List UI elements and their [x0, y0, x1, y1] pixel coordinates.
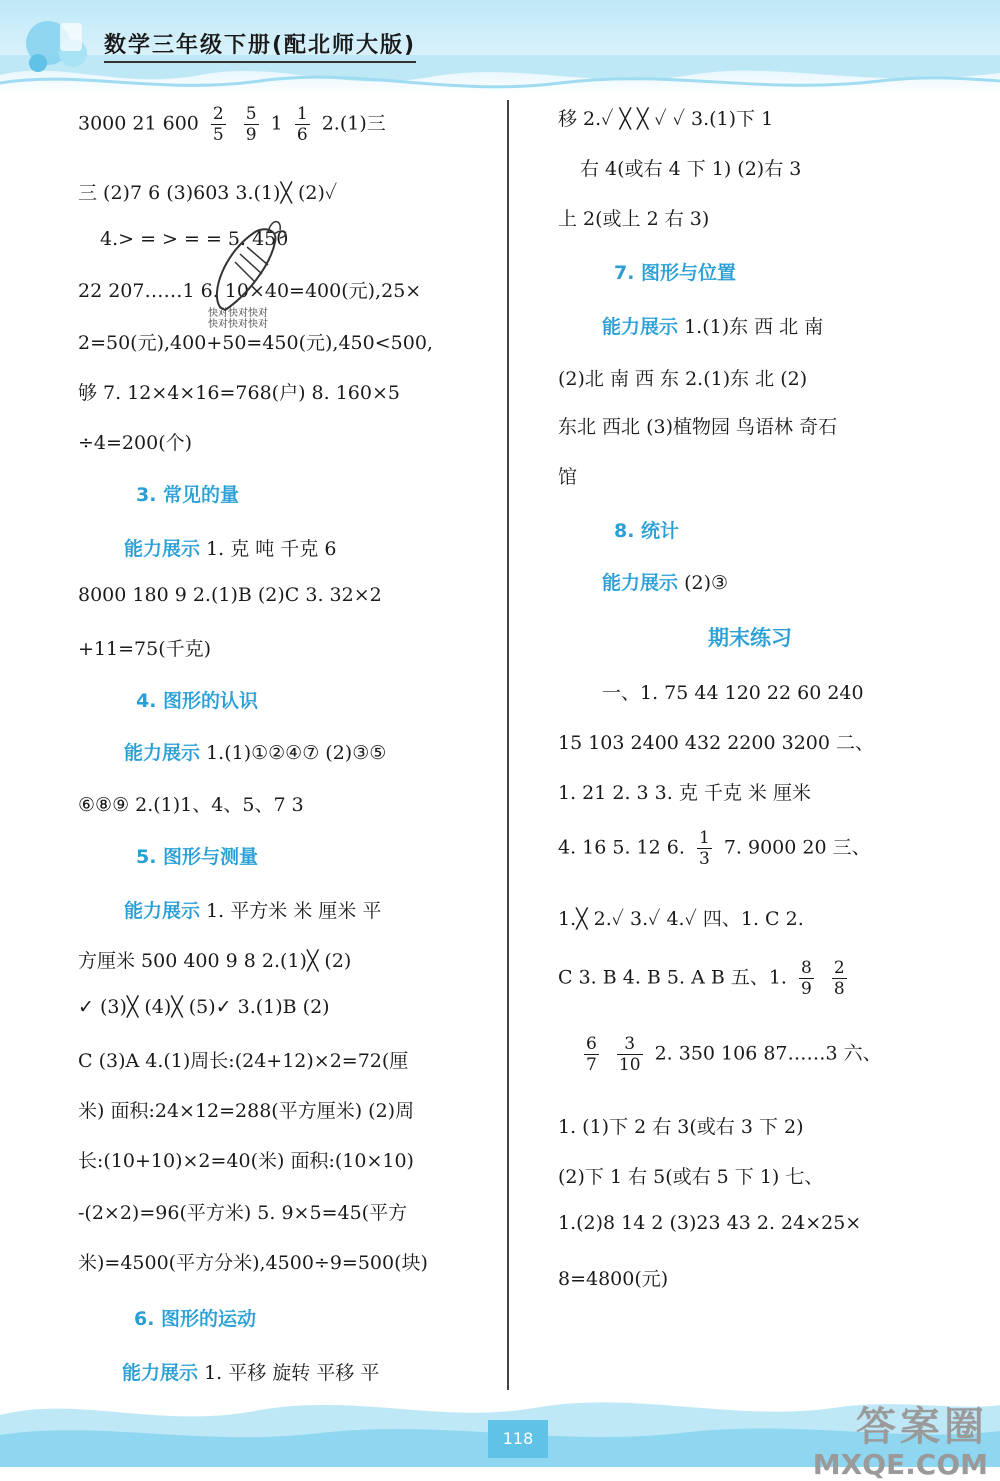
section-title: 7. 图形与位置 — [614, 262, 737, 284]
fraction — [697, 828, 712, 869]
answer-line: C (3)A 4.(1)周长:(24+12)×2=72(厘 — [78, 1050, 409, 1072]
answer-line: 上 2(或上 2 右 3) — [558, 208, 710, 230]
section-title: 3. 常见的量 — [136, 484, 240, 506]
section-title: 期末练习 — [708, 626, 792, 650]
answer-text: 1.(1)①②④⑦ (2)③⑤ — [206, 742, 387, 764]
denominator: 7 — [586, 1055, 597, 1075]
answer-text: 1.(1)东 西 北 南 — [684, 316, 824, 338]
section-title: 5. 图形与测量 — [136, 846, 259, 868]
stamp-text: 快对快对快对 — [208, 308, 268, 319]
numerator: 6 — [586, 1034, 597, 1054]
answer-line — [602, 568, 728, 595]
denominator: 8 — [833, 979, 845, 999]
answer-line: 1.(2)8 14 2 (3)23 43 2. 24×25× — [558, 1212, 862, 1234]
answer-line: 15 103 2400 432 2200 3200 二、 — [558, 732, 875, 754]
answer-line — [124, 738, 386, 765]
answer-line — [122, 1358, 379, 1385]
denominator: 10 — [618, 1055, 641, 1075]
answer-line: 三 (2)7 6 (3)603 3.(1)╳ (2)✓ — [78, 182, 338, 204]
answer-line: 米) 面积:24×12=288(平方厘米) (2)周 — [78, 1100, 415, 1122]
denominator: 6 — [296, 125, 308, 145]
section-label: 能力展示 — [124, 742, 201, 764]
answer-line: 2=50(元),400+50=450(元),450<500, — [78, 332, 433, 354]
answer-line: 1. (1)下 2 右 3(或右 3 下 2) — [558, 1116, 804, 1138]
answer-line: 方厘米 500 400 9 8 2.(1)╳ (2) — [78, 950, 352, 972]
section-title: 8. 统计 — [614, 520, 680, 542]
answer-line: 东北 西北 (3)植物园 鸟语林 奇石 — [558, 416, 838, 438]
fraction — [244, 104, 259, 145]
carrot-stamp-icon — [200, 212, 290, 322]
section-label: 能力展示 — [124, 900, 201, 922]
answer-line: 1. 21 2. 3 3. 克 千克 米 厘米 — [558, 782, 811, 804]
section-title: 6. 图形的运动 — [134, 1308, 257, 1330]
answer-text: 3000 21 600 — [78, 112, 199, 135]
answer-line — [558, 958, 853, 999]
section-label: 能力展示 — [124, 538, 201, 560]
answer-line: 8=4800(元) — [558, 1268, 669, 1290]
answer-text: C 3. B 4. B 5. A B 五、1. — [558, 966, 787, 989]
logo-icon — [18, 8, 108, 78]
section-label: 能力展示 — [602, 316, 679, 338]
section-label: 能力展示 — [602, 572, 679, 594]
fraction — [295, 104, 310, 145]
denominator: 3 — [698, 849, 710, 869]
answer-line — [124, 896, 381, 923]
watermark-url: MXQE.COM — [812, 1448, 988, 1481]
answer-text: 7. 9000 20 三、 — [723, 836, 871, 859]
numerator: 5 — [245, 104, 257, 124]
answer-line: ⑥⑧⑨ 2.(1)1、4、5、7 3 — [78, 794, 304, 816]
answer-line: 馆 — [558, 466, 578, 488]
page-number: 118 — [488, 1420, 548, 1458]
fraction — [211, 104, 226, 145]
answer-line: 22 207……1 6. 10×40=400(元),25× — [78, 280, 422, 302]
section-title: 4. 图形的认识 — [136, 690, 259, 712]
answer-line: 够 7. 12×4×16=768(户) 8. 160×5 — [78, 382, 400, 404]
stamp-text: 快对快对快对 — [208, 319, 268, 330]
answer-line: 1.╳ 2.✓ 3.✓ 4.✓ 四、1. C 2. — [558, 908, 804, 930]
section-label: 能力展示 — [122, 1362, 199, 1384]
numerator: 2 — [833, 958, 845, 978]
denominator: 9 — [801, 979, 812, 999]
numerator: 8 — [801, 958, 812, 978]
answer-line: 移 2.✓ ╳ ╳ ✓ ✓ 3.(1)下 1 — [558, 108, 774, 130]
fraction — [832, 958, 847, 999]
answer-line: 一、1. 75 44 120 22 60 240 — [602, 682, 864, 704]
answer-line: ÷4=200(个) — [78, 432, 193, 454]
column-divider — [507, 100, 509, 1390]
watermark — [813, 1395, 988, 1481]
fraction — [584, 1034, 599, 1075]
book-title: 数学三年级下册(配北师大版) — [104, 28, 416, 63]
answer-line: 米)=4500(平方分米),4500÷9=500(块) — [78, 1252, 428, 1274]
answer-text: (2)③ — [684, 572, 729, 594]
numerator: 2 — [212, 104, 224, 124]
answer-text: 4. 16 5. 12 6. — [558, 836, 685, 859]
answer-line — [78, 104, 386, 145]
answer-text: 1 — [270, 112, 283, 135]
answer-line — [578, 1034, 882, 1075]
denominator: 9 — [245, 125, 257, 145]
answer-text: 1. 平移 旋转 平移 平 — [204, 1362, 380, 1384]
answer-line: 8000 180 9 2.(1)B (2)C 3. 32×2 — [78, 584, 382, 606]
stamp-caption — [208, 308, 268, 330]
answer-line: 4.> = > = = 5. 450 — [100, 228, 289, 250]
answer-text: 2.(1)三 — [321, 112, 386, 135]
numerator: 3 — [617, 1034, 643, 1055]
numerator: 1 — [698, 828, 710, 848]
answer-line: ✓ (3)╳ (4)╳ (5)✓ 3.(1)B (2) — [78, 996, 330, 1018]
numerator: 1 — [296, 104, 308, 124]
answer-line: -(2×2)=96(平方米) 5. 9×5=45(平方 — [78, 1202, 408, 1224]
answer-line: 长:(10+10)×2=40(米) 面积:(10×10) — [78, 1150, 414, 1172]
answer-line — [124, 534, 336, 561]
answer-text: 1. 平方米 米 厘米 平 — [206, 900, 382, 922]
answer-text: 1. 克 吨 千克 6 — [206, 538, 337, 560]
answer-line: (2)下 1 右 5(或右 5 下 1) 七、 — [558, 1166, 824, 1188]
fraction — [799, 958, 814, 999]
answer-line: +11=75(千克) — [78, 638, 212, 660]
fraction — [617, 1034, 643, 1075]
answer-line — [558, 828, 871, 869]
answer-text: 2. 350 106 87……3 六、 — [654, 1042, 882, 1065]
watermark-text: 答案圈 — [856, 1404, 988, 1450]
answer-line: (2)北 南 西 东 2.(1)东 北 (2) — [558, 368, 808, 390]
answer-line — [602, 312, 823, 339]
answer-line: 右 4(或右 4 下 1) (2)右 3 — [580, 158, 802, 180]
denominator: 5 — [212, 125, 224, 145]
